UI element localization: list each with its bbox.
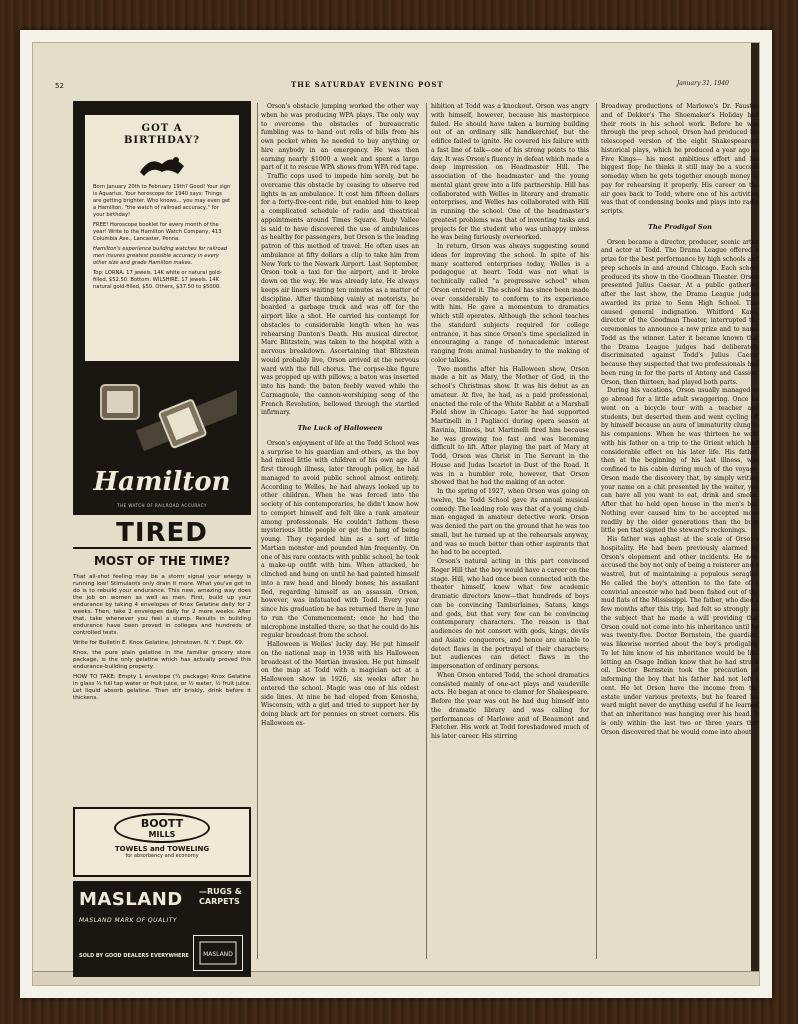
col1-paragraph: Orson's obstacle jumping worked the other way when he was producing WPA plays. The only way to overcome the obstacles of bureaucratic fumbling was to hand out rolls of bills from his own pocket when he needed to buy anything or hire anybody in an emergency. He was then earning nearly $1000 a week and spent a large part of it to rescue WPA shows from WPA red tape. [261, 103, 419, 172]
col1-paragraph: Orson's enjoyment of life at the Todd School was a surprise to his guardian and others, as the boy had mixed little with children of his own age. At first through illness, later through policy, he had managed to avoid public school almost entirely. According to Welles, he had always looked up to other children. When he was forced into the society of his contemporaries, he didn't know how to comport himself and felt like a rank amateur among professionals. He couldn't fathom these mysterious little people or get the hang of being young. They regarded him as a sort of little Martian monster and pounded him frequently. On one of his rare contacts with public school, he took a make-up outfit with him. When attacked, he clinched and hung on until he had painted himself into a raw head and bloody bones; his assailant fled, regarding himself as an assassin. Orson, however, was infatuated with Todd. Every year since his graduation he has returned there in June to run the Commencement; once he had the microphone installed there, so that he could do his regular broadcast from the school. [261, 439, 419, 640]
boott-logo [114, 813, 210, 843]
col2-paragraph: Two months after his Halloween show, Orson made a hit as Mary, the Mother of God, in the school's Christmas show. It was his debut as an amateur. At five, he had, as a paid professional, enacted the role of the White Rabbit at a Marshall Field show in Chicago. Later he had supported Martinelli in I Pagliacci during opera season at Ravinia, Illinois, but Martinelli fired him because he was growing too fast and was becoming difficult to lift. After playing the part of Mary at Todd, Orson was Christ in The Servant in the House and Judas Iscariot in Dust of the Road. It was in a humbler role, however, that Orson showed that he had the making of an actor. [431, 365, 589, 487]
subhead-luck-of-halloween: The Luck of Halloween [297, 424, 383, 432]
aquarius-illustration-icon [132, 150, 192, 180]
masthead: THE SATURDAY EVENING POST [291, 80, 444, 89]
page-number: 52 [55, 82, 64, 90]
article-column-1 [261, 103, 419, 963]
column-rule-1 [257, 103, 258, 959]
knox-paragraph-4: HOW TO TAKE: Empty 1 envelope (¼ package) Knox Gelatine in glass ¾ full tap water or fruit juice, or ½ water, ½ fruit juice. Let liquid absorb gelatine. Then stir briskly, drink before it thickens. [73, 674, 251, 701]
masland-dealers: SOLD BY GOOD DEALERS EVERYWHERE [79, 953, 189, 959]
col3-paragraph: Broadway productions of Marlowe's Dr. Faustus and of Dekker's The Shoemaker's Holiday had their roots in his school work. Before he was through the prep school, Orson had produced his telescoped version of the eight Shakespearean historical plays, which he produced a year ago as Five Kings— his most ambitious effort and his biggest flop; he thinks it still may be a success someday when he gets together enough money to pay for rehearsing it properly. His career on the air goes back to Todd, where one of his activities was that of condensing books and plays into radio scripts. [601, 103, 759, 215]
hamilton-ad-panel [85, 115, 239, 361]
magazine-page [32, 42, 760, 986]
knox-gelatine-ad [73, 519, 251, 809]
masland-logo-icon [193, 935, 243, 971]
knox-headline: TIRED [73, 519, 251, 549]
col3-paragraph: During his vacations, Orson usually managed to go abroad for a little adult swaggering. Once he went on a bicycle tour with a teacher and students, but deserted them and went cycling off by himself because an aura of immaturity clung to his companions. When he was thirteen he went with his father on a trip to the Orient which had considerable effect on his later life. His father, then at the beginning of his last illness, was confined to his cabin during much of the voyage. Orson made the discovery that, by simply writing your name on a chit presented by the waiter, you can have all you want to eat, drink and smoke. After that he held open house in the men's bar. Nothing ever caused him to be accepted more readily by the older generations than the busy little pen that signed the steward's reckonings. [601, 387, 759, 535]
col2-paragraph: hibition at Todd was a knockout. Orson was angry with himself, however, because his masterpiece failed. He should have taken a burning building out of an ordinary silk handkerchief, but the edifice failed to ignite. He covered his failure with a fast line of talk—one of his strong points to this day. It was Orson's fluency in defeat which made a deep impression on Headmaster Hill. The association of the headmaster and the young mental giant grew into a life partnership. Hill has collaborated with Welles in literary and dramatic enterprises, and Welles has collaborated with Hill in running the school. One of the headmaster's greatest problems was that of inventing tasks and projects for the student who was unhappy unless he was being furiously overworked. [431, 103, 589, 242]
col2-paragraph: Orson's natural acting in this part convinced Roger Hill that the boy would have a career on the stage. Hill, who had once been connected with the theater himself, knew what few academic dramatic directors know—that hundreds of boys can be convincing Tamburlaines, Satans, kings and gods, but that very few can be convincing contemporary characters. The reason is that audiences do not consort with gods, kings, devils and Asiatic conquerors, and hence are unable to detect flaws in the portrayal of their characters; but audiences can detect flaws in the impersonation of ordinary persons. [431, 558, 589, 670]
col1-paragraph: Traffic cops used to impede him sorely, but he overcame this obstacle by ceasing to observe red lights in an ambulance. It cost him fifteen dollars for a forty-five-cent ride, but enabled him to keep a complicated schedule of radio and theatrical appointments around Times Square. Rudy Vallee is said to have discovered the use of ambulances as healthy for passengers, but Orson is the leading patron of this method of travel. He often uses an ambulance at fifty dollars a clip to take him from New York to the Newark Airport. Last September, Orson took a taxi for the airport, and it broke down on the way. He was already late. He always keeps air liners waiting ten minutes as a matter of discipline. After thumbing vainly at motorists, he boarded a garbage truck and was off for the airport like a shot. He carried his contempt for obstacles to considerable length when he was rehearsing Danton's Death. His musical director, Marc Blitzstein, was taken to the hospital with a nervous breakdown. Ascertaining that Blitzstein would probably live, Orson arrived at the nervous ward with the full chorus. The corpse-like figure was propped up with pillows; a baton was inserted into his hand; the baton feebly waved while the Carmagnole, the cannon-worshiping song of the French Revolution, bellowed through the startled infirmary. [261, 173, 419, 417]
article-column-2 [431, 103, 589, 963]
knox-paragraph-1: That all-shot feeling may be a storm signal your energy is running low! Stimulants only drain it more. What you've got to do is to rebuild your endurance. This new, amazing way does the job on women as well as men. First, build up your endurance by taking 4 envelopes of Knox Gelatine daily for 2 weeks. Then, take 2 envelopes daily for 2 more weeks. After that, take whenever you feel a slump. Results in building endurance have been proved in colleges and hundreds of controlled tests. [73, 574, 251, 636]
masland-mark: MASLAND MARK OF QUALITY [79, 917, 178, 924]
hamilton-brand-logo: Hamilton [93, 467, 231, 497]
page-header [41, 77, 741, 95]
hamilton-offer: FREE! Horoscope booklet for every month of the year! Write to the Hamilton Watch Company, 413 Columbia Ave., Lancaster, Penna. [93, 222, 222, 242]
boott-small: for absorbency and economy [125, 853, 199, 859]
hamilton-brand-tagline: THE WATCH OF RAILROAD ACCURACY [117, 503, 207, 508]
ads-column [67, 101, 257, 981]
photo-frame [20, 30, 772, 998]
watch-illustration-icon [87, 371, 237, 463]
issue-date: January 31, 1940 [676, 80, 729, 87]
hamilton-ad [73, 101, 251, 515]
hamilton-models: Top: LORNA. 17 jewels. 14K white or natural gold-filled, $52.50. Bottom: WILSHIRE. 17 jewels. 14K natural gold-filled, $50. Others, $37.50 to $5000. [93, 270, 222, 290]
col2-paragraph: In the spring of 1927, when Orson was going on twelve, the Todd School gave its annual musical comedy. The leading role was that of a young club-man engaged in amateur detective work. Orson was denied the part on the ground that he was too small, but he turned up at the rehearsals anyway, and was so much better than other aspirants that he had to be accepted. [431, 488, 589, 557]
boott-line: TOWELS and TOWELING [114, 845, 210, 853]
subhead-prodigal-son: The Prodigal Son [648, 222, 712, 231]
masland-logo-text: MASLAND [203, 951, 233, 958]
hamilton-tagline: Hamilton's experience building watches for railroad men insures greatest possible accuracy in every other size and grade Hamilton makes. [93, 246, 228, 266]
column-rule-3 [596, 103, 597, 959]
knox-paragraph-3: Knox, the pure plain gelatine in the familiar grocery store package, is the only gelatine which has actually proved this endurance-building property. [73, 650, 251, 670]
boott-name-1: BOOTT [140, 817, 184, 830]
masland-rugs: —RUGS & CARPETS [199, 887, 242, 906]
article-column-3 [601, 103, 759, 963]
col3-paragraph: Orson became a director, producer, scenic artist and actor at Todd. The Drama League offered a prize for the best performance by high schools and prep schools in and around Chicago. Each school produced its show in the Goodman Theater. Orson presented Julius Caesar. At a public gathering after the last show, the Drama League judges awarded its prize to Senn High School. This caused general indignation. Whitford Kane, director of the Goodman Theater, interrupted the ceremonies to announce a new prize and to name Todd as the winner. Later it became known that the Drama League judges had deliberately discriminated against Todd's Julius Caesar because they suspected that two professionals had been rung in for the parts of Antony and Cassius. Orson, then thirteen, had played both parts. [601, 238, 759, 386]
masland-name: MASLAND [79, 889, 183, 910]
boott-mills-ad [73, 807, 251, 877]
hamilton-headline-2: BIRTHDAY? [123, 135, 201, 146]
col3-paragraph: His father was aghast at the scale of Orson's hospitality. He had been previously alarmed by Orson's elopement and other incidents. He now accused the boy not only of being a roisterer and a wastrel, but of maintaining a populous seraglio. He called the boy's attention to the fate of a convivial ancestor who had been fished out of the mud flats of the Mississippi. The father, who died a few months after this trip, had felt so strongly on the subject that he made a will providing that Orson could not come into his inheritance until he was twenty-five. Doctor Bernstein, the guardian, was likewise worried about the boy's prodigality. To let him know of his inheritance would be like letting an Osage Indian know that he had struck oil. Doctor Bernstein took the precaution of informing the boy that his father had not left a cent. He let Orson have the income from the estate under various pretexts, but he feared his ward might never do anything useful if he learned that an inheritance was hanging over his head. It is only within the last two or three years that Orson discovered that he would come into about [601, 536, 759, 736]
masland-ad [73, 881, 251, 977]
boott-name-2: MILLS [148, 830, 176, 839]
column-rule-2 [426, 103, 427, 959]
hamilton-headline-1: GOT A [141, 123, 183, 134]
knox-subhead: MOST OF THE TIME? [93, 554, 231, 568]
knox-paragraph-2: Write for Bulletin E. Knox Gelatine, Johnstown, N. Y. Dept. 69. [73, 640, 244, 646]
col2-paragraph: In return, Orson was always suggesting sound ideas for improving the school. In spite of his many scattered enterprises today, Welles is a pedagogue at heart. Todd was not what is technically called "a progressive school" when Orson entered it. The school has since been made over considerably to conform to its experience with him. He gave a momentum to dramatics which still operates. Although the school teaches the standard subjects required for college entrance, it has since Orson's time specialized in encouraging a range of nonacademic interest ranging from animal husbandry to the making of color talkies. [431, 243, 589, 364]
col1-paragraph: Halloween is Welles' lucky day. He put himself on the national map in 1938 with his Halloween broadcast of the Martian invasion. He put himself on the map at Todd with a magician act at a Halloween show in 1926, six weeks after he entered the school. Magic was one of his oldest side lines. At nine he had eloped from Kenosha, Wisconsin, with a girl and tried to support her by doing black art for pennies on street corners. His Halloween ex- [261, 641, 419, 727]
hamilton-body: Born January 20th to February 19th? Good! Your sign is Aquarius. Your horoscope for 1940 says: Things are getting brighter. Who knows... you may even get a Hamilton, "the watch of railroad accuracy," for your birthday! [93, 184, 231, 218]
col2-paragraph: When Orson entered Todd, the school dramatics consisted mainly of one-act plays and vaudeville acts. He began at once to clamor for Shakespeare. Before the year was out he had dug himself into the dramatic library and was calling for performances of Marlowe and of Beaumont and Fletcher. His work at Todd foreshadowed much of his later career. His stirring [431, 671, 589, 740]
